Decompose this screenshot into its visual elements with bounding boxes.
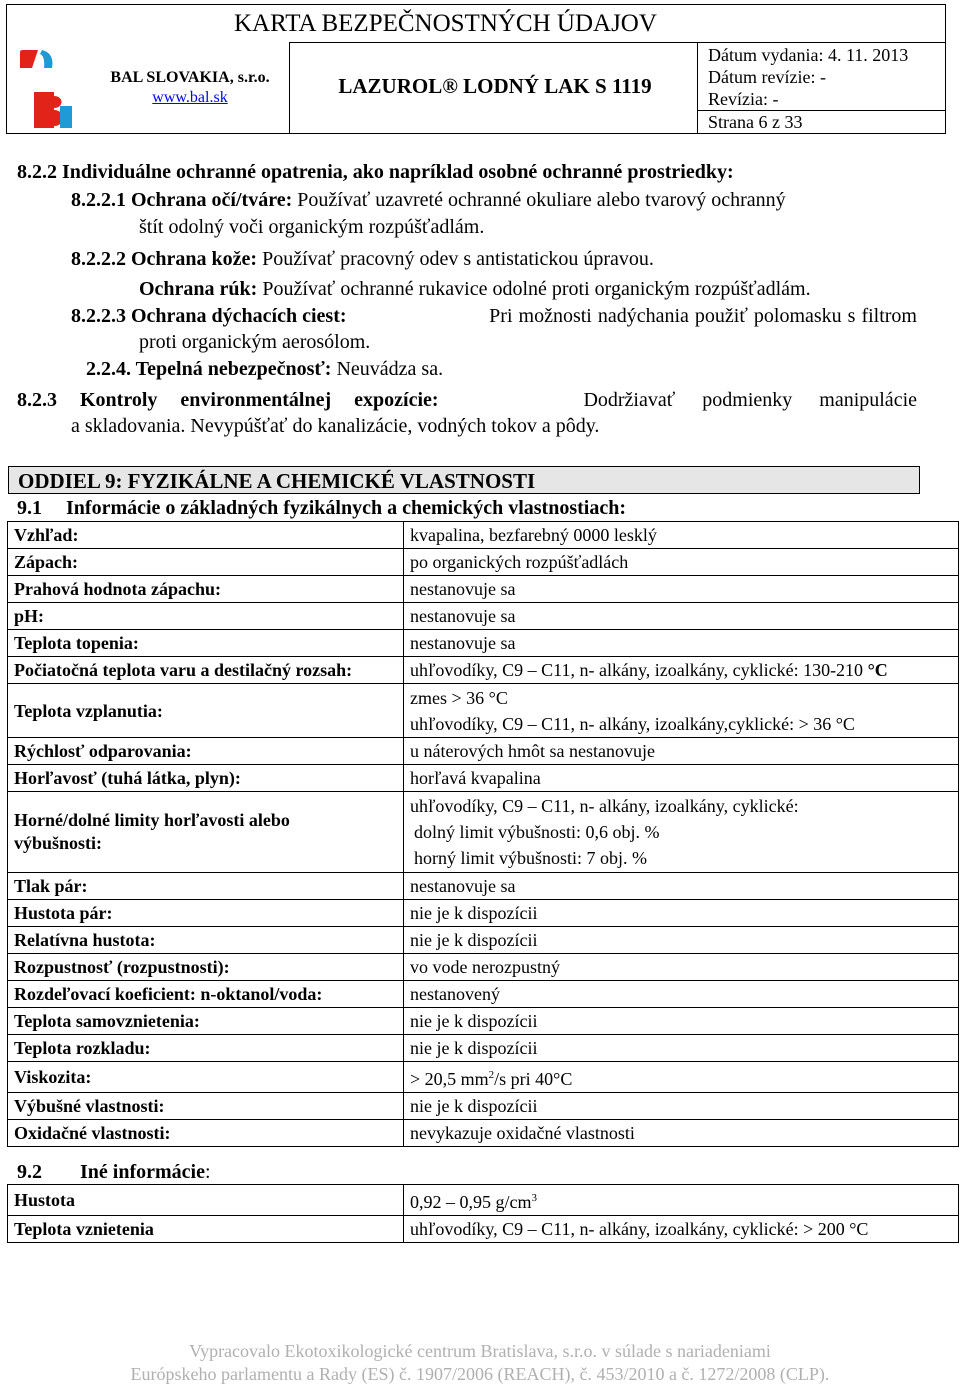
property-value-text xyxy=(410,576,958,602)
property-row xyxy=(8,1035,959,1062)
header-divider xyxy=(697,42,698,134)
footer-line-2: Európskeho parlamentu a Rady (ES) č. 1907/2006 (REACH), č. 453/2010 a č. 1272/2008 (CLP). xyxy=(130,1364,830,1384)
eye-protection: 8.2.2.1 Ochrana očí/tváre: Používať uzavreté ochranné okuliare alebo tvarový ochranný xyxy=(71,189,786,211)
property-value-text xyxy=(410,685,958,711)
value-text: 0,92 – 0,95 g/cm xyxy=(410,1192,532,1212)
property-label-text: Tlak pár: xyxy=(14,876,88,896)
property-label xyxy=(8,927,404,954)
property-row xyxy=(8,522,959,549)
other-info-row xyxy=(8,1216,959,1243)
property-value xyxy=(404,1035,959,1062)
document-title: KARTA BEZPEČNOSTNÝCH ÚDAJOV xyxy=(234,10,657,37)
property-value xyxy=(404,657,959,684)
properties-table xyxy=(7,521,959,1147)
property-label-text: Relatívna hustota: xyxy=(14,930,156,950)
company-name: BAL SLOVAKIA, s.r.o. xyxy=(110,69,270,86)
company-block xyxy=(95,68,285,108)
environmental-exposure-cont: a skladovania. Nevypúšťať do kanalizácie, vodných tokov a pôdy. xyxy=(71,415,600,437)
property-value xyxy=(404,684,959,738)
property-label xyxy=(8,873,404,900)
issue-date: Dátum vydania: 4. 11. 2013 xyxy=(708,45,909,65)
property-value-text: uhľovodíky, C9 – C11, n- alkány, izoalkány,cyklické: > 36 °C xyxy=(410,713,855,734)
value-text: u náterových hmôt sa nestanovuje xyxy=(410,741,655,761)
respiratory-protection-cont: proti organickým aerosólom. xyxy=(139,331,371,353)
property-value xyxy=(404,738,959,765)
value-text: nie je k dispozícii xyxy=(410,1011,538,1031)
logo-b-shape xyxy=(34,92,54,128)
property-row xyxy=(8,684,959,738)
property-label-text: výbušnosti: xyxy=(14,833,103,853)
property-label-text: Teplota vznietenia xyxy=(14,1219,154,1239)
value-text: nie je k dispozícii xyxy=(410,1096,538,1116)
property-label-text: Teplota samovznietenia: xyxy=(14,1011,200,1031)
page-footer xyxy=(0,1340,960,1386)
property-value xyxy=(404,981,959,1008)
property-row xyxy=(8,657,959,684)
property-value xyxy=(404,927,959,954)
property-label-text: Teplota topenia: xyxy=(14,633,139,653)
section-9-1-heading: 9.1 Informácie o základných fyzikálnych a chemických vlastnostiach: xyxy=(17,497,626,519)
property-value-text xyxy=(410,522,958,548)
property-label xyxy=(8,630,404,657)
property-value-text xyxy=(410,1185,958,1215)
skin-protection: 8.2.2.2 Ochrana kože: Používať pracovný odev s antistatickou úpravou. xyxy=(71,248,654,270)
thermal-hazard: 2.2.4. Tepelná nebezpečnosť: Neuvádza sa. xyxy=(86,358,444,380)
property-value-text: dolný limit výbušnosti: 0,6 obj. % xyxy=(414,822,660,842)
header-divider xyxy=(290,42,946,43)
property-row xyxy=(8,576,959,603)
hand-protection: Ochrana rúk: Používať ochranné rukavice odolné proti organickým rozpúšťadlám. xyxy=(139,278,811,300)
property-row xyxy=(8,765,959,792)
property-row xyxy=(8,630,959,657)
property-label-text: Hustota xyxy=(14,1190,76,1210)
property-row xyxy=(8,549,959,576)
property-label xyxy=(8,900,404,927)
logo-red-shape xyxy=(20,50,38,68)
property-label xyxy=(8,522,404,549)
property-value xyxy=(404,1120,959,1147)
property-label-text: Zápach: xyxy=(14,552,79,572)
property-value xyxy=(404,954,959,981)
value-text: nevykazuje oxidačné vlastnosti xyxy=(410,1123,635,1143)
property-label-text: Výbušné vlastnosti: xyxy=(14,1096,165,1116)
respiratory-protection: 8.2.2.3 Ochrana dýchacích ciest: Pri možnosti nadýchania použiť polomasku s filtrom xyxy=(71,305,917,327)
property-value-text xyxy=(410,1216,958,1242)
product-name: LAZUROL® LODNÝ LAK S 1119 xyxy=(338,74,652,98)
property-label xyxy=(8,657,404,684)
property-label xyxy=(8,1008,404,1035)
value-superscript: 3 xyxy=(531,1192,537,1204)
property-value-text xyxy=(410,981,958,1007)
property-row xyxy=(8,603,959,630)
property-value-text xyxy=(410,900,958,926)
property-value-text xyxy=(410,873,958,899)
property-value-text xyxy=(410,765,958,791)
property-value xyxy=(404,576,959,603)
property-label-text: pH: xyxy=(14,606,45,626)
property-label-text: Prahová hodnota zápachu: xyxy=(14,579,222,599)
value-text: /s pri 40°C xyxy=(494,1069,573,1089)
property-label xyxy=(8,1062,404,1093)
value-text: vo vode nerozpustný xyxy=(410,957,560,977)
value-text: > 20,5 mm xyxy=(410,1069,489,1089)
value-text: zmes > 36 °C xyxy=(410,687,508,708)
property-label xyxy=(8,1120,404,1147)
property-label-text: Rýchlosť odparovania: xyxy=(14,741,192,761)
property-label-text: Teplota rozkladu: xyxy=(14,1038,151,1058)
property-label-text: Vzhľad: xyxy=(14,525,79,545)
property-value-text: horný limit výbušnosti: 7 obj. % xyxy=(414,848,648,868)
value-superscript: 2 xyxy=(488,1069,495,1081)
value-text: uhľovodíky, C9 – C11, n- alkány, izoalkány, cyklické: > 200 °C xyxy=(410,1219,869,1239)
property-value xyxy=(404,549,959,576)
property-row xyxy=(8,1062,959,1093)
property-row xyxy=(8,954,959,981)
value-text: nestanovuje sa xyxy=(410,606,516,626)
property-label xyxy=(8,765,404,792)
value-text: nie je k dispozícii xyxy=(410,903,538,923)
section-9-title: ODDIEL 9: FYZIKÁLNE A CHEMICKÉ VLASTNOSTI xyxy=(8,466,920,494)
property-row xyxy=(8,981,959,1008)
value-text: nestanovuje sa xyxy=(410,633,516,653)
other-information-table xyxy=(7,1184,959,1243)
property-value-text xyxy=(410,603,958,629)
logo-blue-shape xyxy=(40,50,53,68)
property-label-text: Viskozita: xyxy=(14,1067,92,1087)
revision-date: Dátum revízie: - xyxy=(708,67,826,87)
property-label xyxy=(8,981,404,1008)
property-value xyxy=(404,1093,959,1120)
property-row xyxy=(8,792,959,873)
property-row xyxy=(8,1008,959,1035)
property-value xyxy=(404,873,959,900)
property-label-text: Oxidačné vlastnosti: xyxy=(14,1123,171,1143)
section-8-2-2-heading: 8.2.2 Individuálne ochranné opatrenia, ako napríklad osobné ochranné prostriedky: xyxy=(17,161,734,183)
property-label-text: Horľavosť (tuhá látka, plyn): xyxy=(14,768,241,788)
property-label xyxy=(8,1035,404,1062)
property-label xyxy=(8,684,404,738)
property-value-text xyxy=(410,549,958,575)
property-label xyxy=(8,792,404,873)
page-number: Strana 6 z 33 xyxy=(708,112,803,132)
value-text: horľavá kvapalina xyxy=(410,768,541,788)
property-value xyxy=(404,603,959,630)
property-value-text xyxy=(410,657,958,683)
value-text: uhľovodíky, C9 – C11, n- alkány, izoalkány, cyklické: 130-210 xyxy=(410,660,868,680)
property-label xyxy=(8,1093,404,1120)
property-value xyxy=(404,792,959,873)
property-label xyxy=(8,576,404,603)
property-value-text xyxy=(410,1120,958,1146)
property-value xyxy=(404,765,959,792)
value-text: nie je k dispozícii xyxy=(410,1038,538,1058)
property-row xyxy=(8,900,959,927)
property-value xyxy=(404,1216,959,1243)
property-value-text xyxy=(410,1093,958,1119)
value-text: po organických rozpúšťadlách xyxy=(410,552,629,572)
eye-protection-cont: štít odolný voči organickým rozpúšťadlám. xyxy=(139,216,485,238)
property-value xyxy=(404,900,959,927)
logo-l-shape xyxy=(60,106,72,128)
property-label xyxy=(8,1216,404,1243)
property-label xyxy=(8,549,404,576)
property-value-text xyxy=(410,738,958,764)
property-value xyxy=(404,630,959,657)
property-label xyxy=(8,954,404,981)
section-9-2-heading: 9.2 Iné informácie: xyxy=(17,1161,211,1183)
company-website-link[interactable]: www.bal.sk xyxy=(152,89,228,106)
property-value xyxy=(404,1062,959,1093)
value-unit: °C xyxy=(867,660,888,680)
property-label-text: Rozpustnosť (rozpustnosti): xyxy=(14,957,230,977)
property-label-text: Horné/dolné limity horľavosti alebo xyxy=(14,810,290,830)
property-row xyxy=(8,873,959,900)
property-value-text xyxy=(410,927,958,953)
property-value xyxy=(404,522,959,549)
property-value-text xyxy=(410,793,958,819)
property-label xyxy=(8,738,404,765)
value-text: kvapalina, bezfarebný 0000 lesklý xyxy=(410,525,657,545)
property-value-text xyxy=(410,1035,958,1061)
revision-number: Revízia: - xyxy=(708,89,779,109)
property-row xyxy=(8,1120,959,1147)
value-text: nestanovený xyxy=(410,984,500,1004)
value-text: nie je k dispozícii xyxy=(410,930,538,950)
property-row xyxy=(8,738,959,765)
value-text: uhľovodíky, C9 – C11, n- alkány, izoalkány, cyklické: xyxy=(410,796,799,816)
property-value-text xyxy=(410,630,958,656)
property-label xyxy=(8,1185,404,1216)
property-label-text: Hustota pár: xyxy=(14,903,113,923)
value-text: nestanovuje sa xyxy=(410,876,516,896)
footer-line-1: Vypracovalo Ekotoxikologické centrum Bratislava, s.r.o. v súlade s nariadeniami xyxy=(189,1341,771,1361)
header-divider xyxy=(289,42,290,134)
property-row xyxy=(8,927,959,954)
property-value-text xyxy=(410,1008,958,1034)
bal-logo xyxy=(16,46,76,132)
property-label xyxy=(8,603,404,630)
property-value xyxy=(404,1185,959,1216)
property-value-text xyxy=(410,1062,958,1092)
property-label-text: Teplota vzplanutia: xyxy=(14,700,163,721)
property-label-text: Počiatočná teplota varu a destilačný rozsah: xyxy=(14,660,353,680)
property-label-text: Rozdeľovací koeficient: n-oktanol/voda: xyxy=(14,984,323,1004)
property-row xyxy=(8,1093,959,1120)
other-info-row xyxy=(8,1185,959,1216)
environmental-exposure: 8.2.3 Kontroly environmentálnej expozície: Dodržiavať podmienky manipulácie xyxy=(17,389,917,411)
property-value-text xyxy=(410,954,958,980)
property-value xyxy=(404,1008,959,1035)
value-text: nestanovuje sa xyxy=(410,579,516,599)
